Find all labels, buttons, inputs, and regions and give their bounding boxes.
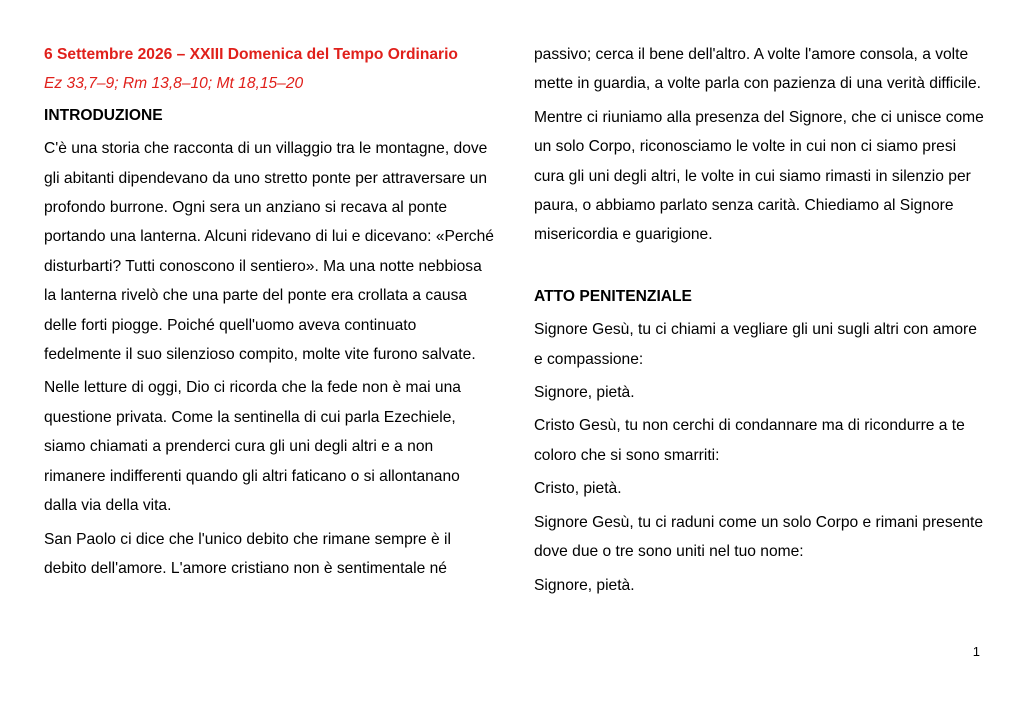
invocation-3: Signore Gesù, tu ci raduni come un solo Corpo e rimani presente dove due o tre sono uniti nel tuo nome:: [534, 513, 983, 561]
left-column: [44, 40, 494, 587]
intro-paragraph-3-start: San Paolo ci dice che l'unico debito che rimane sempre è il debito dell'amore. L'amore cristiano non è sentimentale né: [44, 530, 451, 577]
right-column: [534, 40, 986, 604]
response-1: Signore, pietà.: [534, 384, 635, 402]
page-number: 1: [972, 644, 980, 659]
response-2: Cristo, pietà.: [534, 480, 622, 498]
introduction-heading: INTRODUZIONE: [44, 106, 163, 124]
readings-reference: Ez 33,7–9; Rm 13,8–10; Mt 18,15–20: [44, 75, 304, 93]
invocation-1: Signore Gesù, tu ci chiami a vegliare gli uni sugli altri con amore e compassione:: [534, 321, 977, 368]
penitential-heading: ATTO PENITENZIALE: [534, 287, 692, 305]
intro-paragraph-2: Nelle letture di oggi, Dio ci ricorda che la fede non è mai una questione privata. Come la sentinella di cui parla Ezechiele, siamo chiamati a prenderci cura gli uni degli altri e a non rimanere indifferenti quando gli altri faticano o si allontanano dalla via della vita.: [44, 379, 461, 515]
invocation-2: Cristo Gesù, tu non cerchi di condannare ma di ricondurre a te coloro che si sono smarriti:: [534, 417, 965, 464]
intro-paragraph-3-continued: passivo; cerca il bene dell'altro. A volte l'amore consola, a volte mette in guardia, a volte parla con pazienza di una verità difficile.: [534, 46, 981, 93]
document-title: 6 Settembre 2026 – XXIII Domenica del Tempo Ordinario: [44, 46, 458, 63]
response-3: Signore, pietà.: [534, 576, 635, 594]
section-spacer: [534, 254, 986, 282]
intro-paragraph-1: C'è una storia che racconta di un villaggio tra le montagne, dove gli abitanti dipendevano da uno stretto ponte per attraversare un profondo burrone. Ogni sera un anziano si recava al ponte portando una lanterna. Alcuni ridevano di lui e dicevano: «Perché disturbarti? Tutti conoscono il sentiero». Ma una notte nebbiosa la lanterna rivelò che una parte del ponte era crollata a causa delle forti piogge. Poiché quell'uomo aveva continuato fedelmente il suo silenzioso compito, molte vite furono salvate.: [44, 140, 494, 364]
intro-paragraph-4: Mentre ci riuniamo alla presenza del Signore, che ci unisce come un solo Corpo, riconosciamo le volte in cui non ci siamo presi cura gli uni degli altri, le volte in cui siamo rimasti in silenzio per paura, o abbiamo parlato senza carità. Chiediamo al Signore misericordia e guarigione.: [534, 108, 984, 244]
